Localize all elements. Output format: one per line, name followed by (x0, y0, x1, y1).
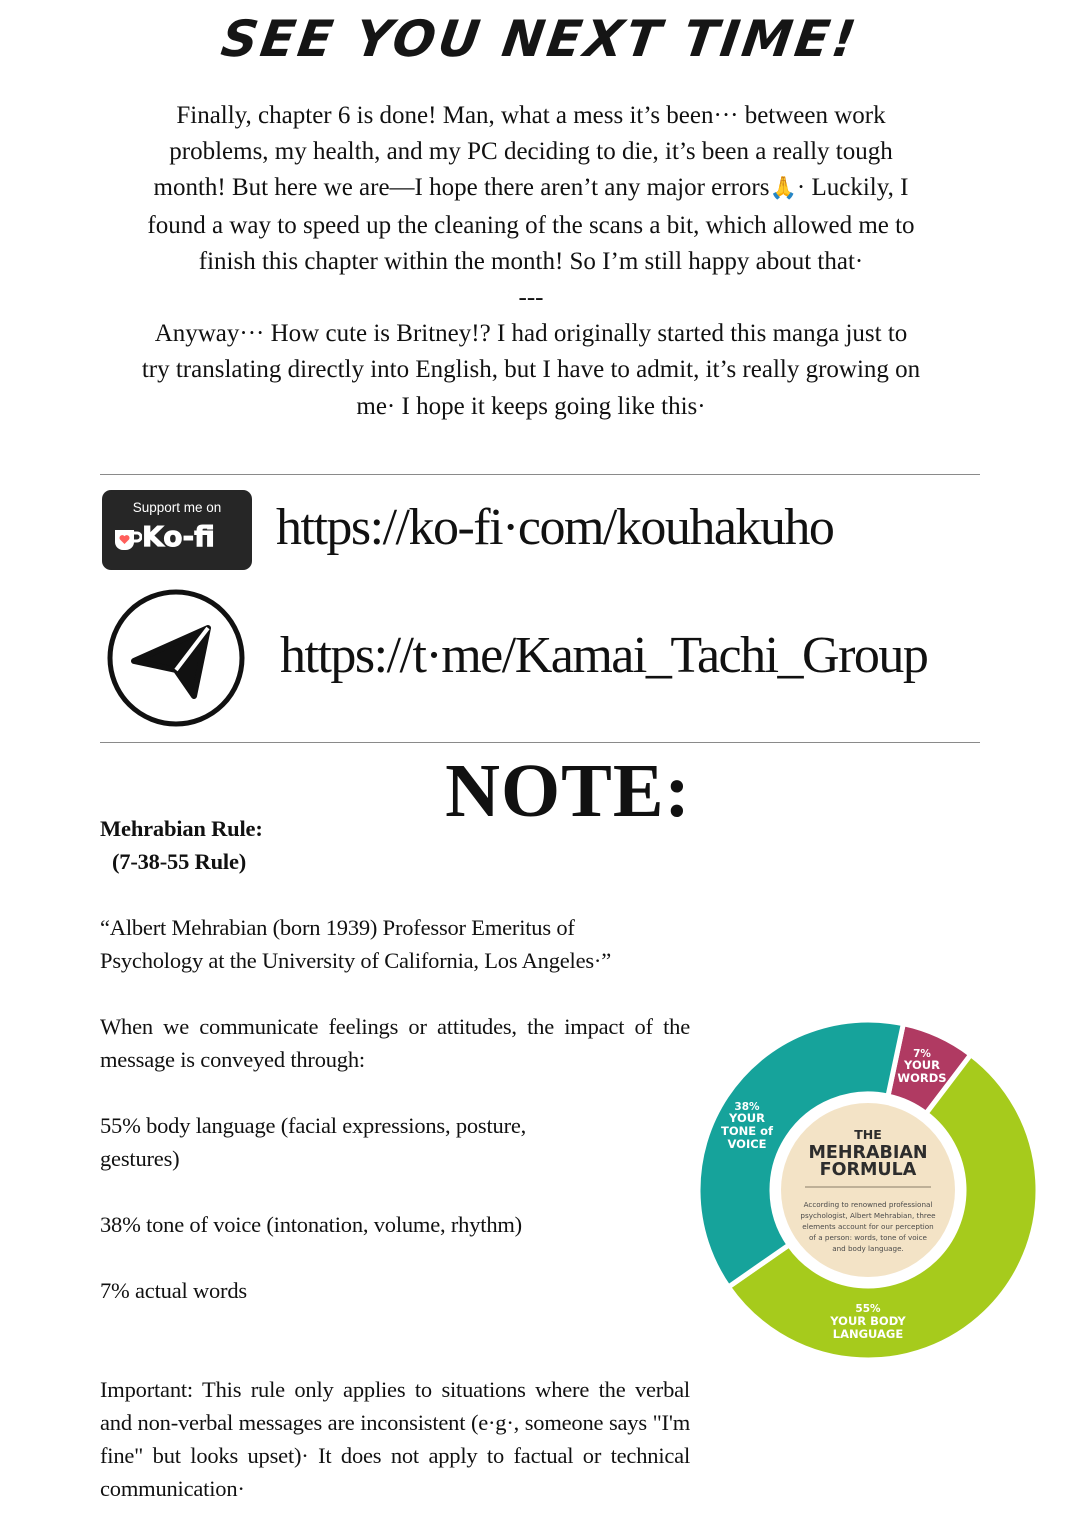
intro-paragraph-1 (140, 98, 922, 280)
intro-separator: --- (518, 284, 544, 312)
tone-label-2: TONE of (720, 1124, 774, 1138)
mehrabian-formula-diagram (690, 1012, 1045, 1367)
praying-hands-emoji: 🙏 (769, 176, 797, 202)
kofi-cup-icon (112, 526, 142, 554)
rule-name: Mehrabian Rule: (100, 816, 263, 841)
divider-bottom (100, 742, 980, 743)
words-pct: 7% (913, 1048, 931, 1060)
kofi-logo (112, 520, 247, 560)
mehrabian-quote: “Albert Mehrabian (born 1939) Professor Emeritus of Psychology at the University of California, Los Angeles·” (100, 915, 612, 973)
divider-top (100, 474, 980, 475)
telegram-icon (106, 588, 246, 728)
body-pct: 55% (855, 1303, 881, 1315)
kofi-badge[interactable] (102, 490, 252, 570)
words-label-1: YOUR (904, 1058, 940, 1072)
communication-intro: When we communicate feelings or attitudes, the impact of the message is conveyed through: (100, 1014, 690, 1072)
intro-text (140, 98, 922, 425)
intro-paragraph-1-end: · Luckily, I found a way to speed up the cleaning of the scans a bit, which allowed me to finish this chapter within the month! So I’m still happy about that· (147, 174, 915, 275)
diagram-desc-line1: According to renowned professional (803, 1200, 933, 1209)
rule-alias: (7-38-55 Rule) (112, 849, 247, 874)
telegram-link[interactable]: https://t·me/Kamai_Tachi_Group (280, 627, 928, 684)
diagram-desc-line2: psychologist, Albert Mehrabian, three (800, 1211, 936, 1220)
page-title: SEE YOU NEXT TIME! (217, 10, 863, 68)
intro-paragraph-1-start: Finally, chapter 6 is done! Man, what a mess it’s been··· between work problems, my health, and my PC deciding to die, it’s been a really tough month! But here we are—I hope there aren’t any major errors (153, 102, 893, 202)
kofi-link[interactable]: https://ko-fi·com/kouhakuho (276, 499, 834, 556)
item-tone-of-voice: 38% tone of voice (intonation, volume, rhythm) (100, 1212, 522, 1237)
diagram-title-line1: THE (854, 1127, 882, 1142)
diagram-title-line2: MEHRABIAN (808, 1143, 928, 1163)
body-label-1: YOUR BODY (830, 1314, 906, 1328)
intro-paragraph-2: Anyway··· How cute is Britney!? I had originally started this manga just to try translating directly into English, but I have to admit, it’s really growing on me· I hope it keeps going like this· (141, 320, 921, 420)
item-actual-words: 7% actual words (100, 1278, 247, 1303)
tone-pct: 38% (734, 1101, 760, 1113)
kofi-badge-support-text: Support me on (132, 500, 222, 515)
kofi-brand-text: Ko-fi (142, 520, 215, 553)
item-body-language: 55% body language (facial expressions, posture, gestures) (100, 1113, 527, 1171)
tone-label-1: YOUR (729, 1111, 765, 1125)
body-label-2: LANGUAGE (832, 1327, 904, 1341)
note-body (100, 812, 690, 1505)
tone-label-3: VOICE (727, 1137, 767, 1151)
important-note: Important: This rule only applies to situations where the verbal and non-verbal messages are inconsistent (e·g·, someone says "I'm fine" but looks upset)· It does not apply to factual or technical communication· (100, 1377, 690, 1501)
diagram-desc-line5: and body language. (832, 1244, 904, 1253)
note-title: NOTE: (445, 749, 691, 833)
diagram-desc-line3: elements account for our perception (802, 1222, 934, 1231)
diagram-title-line3: FORMULA (819, 1160, 917, 1180)
words-label-2: WORDS (897, 1071, 947, 1085)
diagram-desc-line4: of a person: words, tone of voice (809, 1233, 927, 1242)
